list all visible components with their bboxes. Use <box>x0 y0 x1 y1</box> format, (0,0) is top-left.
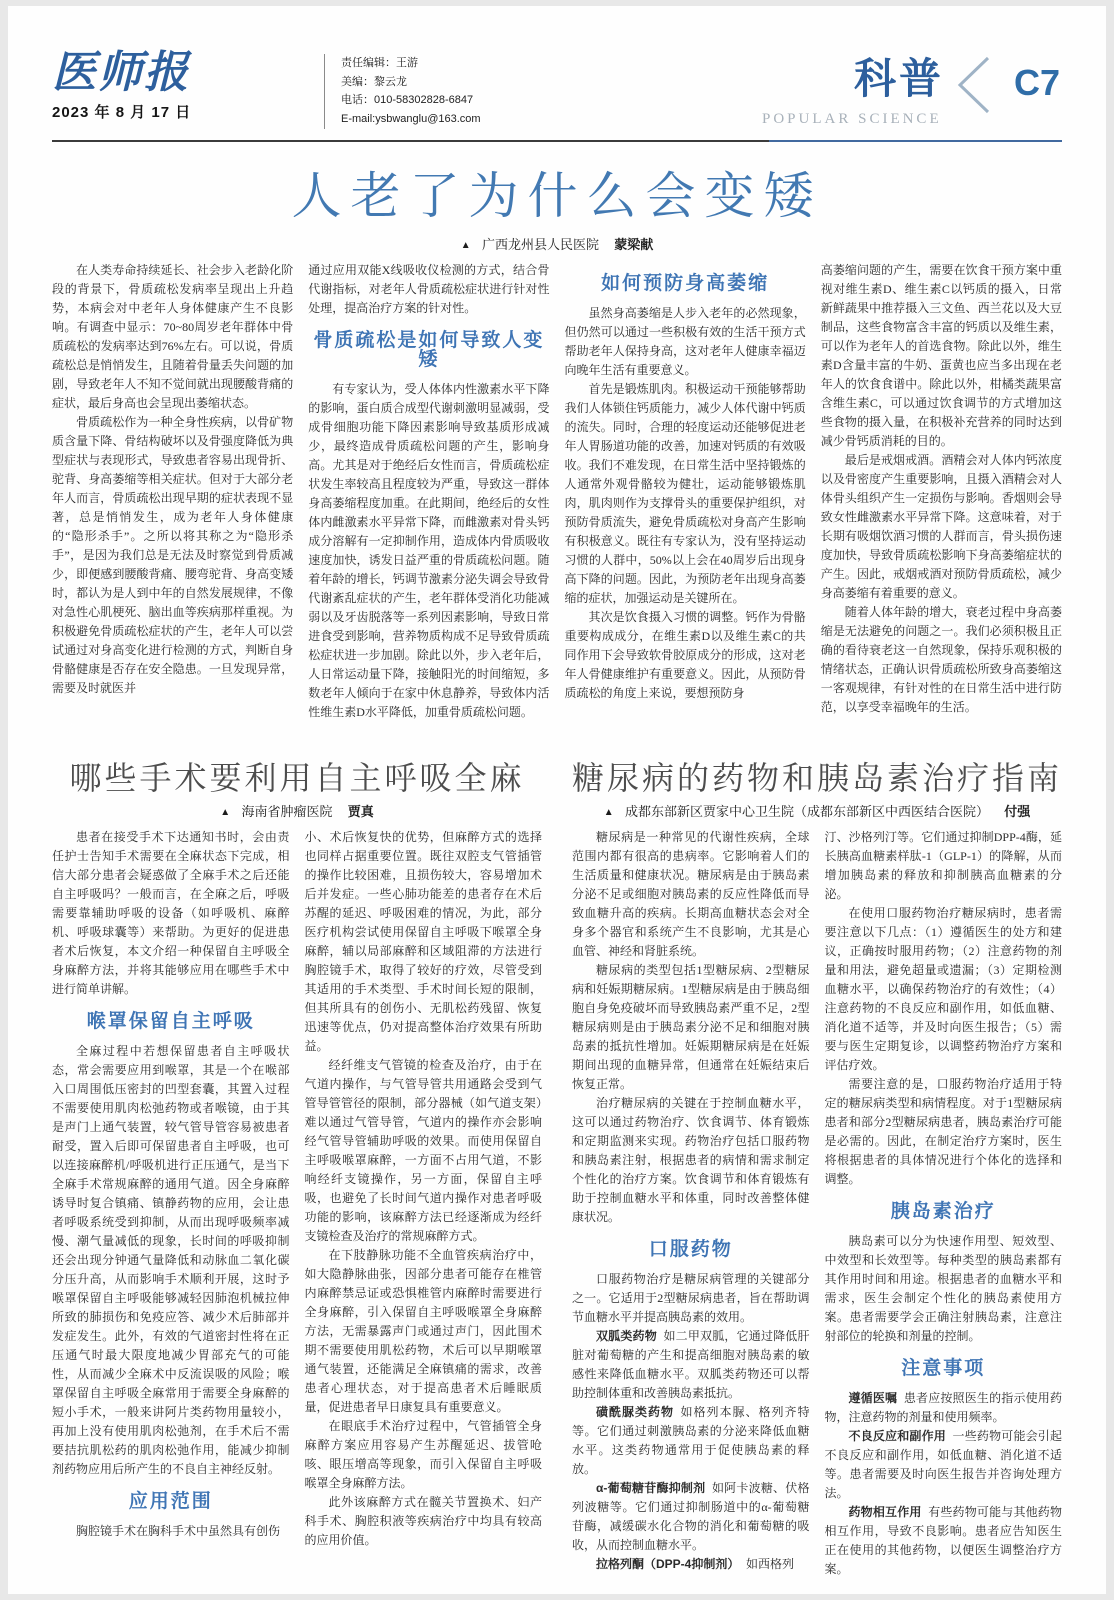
text-column <box>308 261 549 735</box>
paragraph: 此外该麻醉方式在髋关节置换术、妇产科手术、胸腔积液等疾病治疗中均具有较高的应用价值。 <box>304 1495 542 1547</box>
text-column <box>825 828 1063 1594</box>
paragraph: 治疗糖尿病的关键在于控制血糖水平，这可以通过药物治疗、饮食调节、体育锻炼和定期监测来实现。药物治疗包括口服药物和胰岛素注射，根据患者的病情和需求制定个性化的治疗方案。饮食调节和体育锻炼有助于控制血糖水平和体重，同时改善整体健康状况。 <box>572 1096 810 1224</box>
article-anesthesia <box>52 749 542 1594</box>
paragraph: 虽然身高萎缩是人步入老年的必然现象，但仍然可以通过一些积极有效的生活干预方式帮助老年人保持身高，这对老年人健康幸福迈向晚年生活有重要意义。 <box>564 306 806 377</box>
section-heading: 胰岛素治疗 <box>890 1201 996 1222</box>
paragraph: 经纤维支气管镜的检查及治疗，由于在气道内操作，与气管导管共用通路会受到气管导管管径的限制，部分器械（如气道支架）难以通过气管导管，气道内的操作亦会影响经气管导管辅助呼吸的效果。而使用保留自主呼吸喉罩麻醉，一方面不占用气道，不影响经纤支镜操作，另一方面，保留自主呼吸，也避免了长时间气道内操作对患者呼吸功能的影响，该麻醉方法已经逐渐成为经纤支镜检查及治疗的常规麻醉方式。 <box>304 1058 542 1243</box>
term-lead: 拉格列酮（DPP-4抑制剂） <box>596 1557 740 1571</box>
section-banner <box>762 50 1062 134</box>
article-title: 哪些手术要利用自主呼吸全麻 <box>69 760 525 796</box>
paragraph: 骨质疏松作为一种全身性疾病，以骨矿物质含量下降、骨结构破坏以及骨强度降低为典型症状与表现形式，导致患者容易出现骨折、驼背、身高萎缩等相关症状。但对于大部分老年人而言，骨质疏松出现早期的症状表现不显著，总是悄悄发生，成为老年人身体健康的“隐形杀手”。之所以将其称之为“隐形杀手”，是因为我们总是无法及时察觉到骨质减少，即便感到腰酸背痛、腰弯驼背、身高变矮时，都认为是人到中年的自然发展规律，不像对急性心肌梗死、脑出血等疾病那样重视。为积极避免骨质疏松症状的产生，老年人可以尝试通过对身高变化进行检测的方式，判断自身骨骼健康是否存在安全隐患。一旦发现异常，需要及时就医并 <box>52 415 294 695</box>
term-lead: 不良反应和副作用 <box>848 1429 946 1443</box>
section-name-cn: 科普 <box>853 55 944 102</box>
byline-triangle-icon: ▲ <box>603 807 614 818</box>
term-lead: 双胍类药物 <box>596 1329 657 1343</box>
byline <box>572 801 1062 820</box>
section-heading: 应用范围 <box>128 1491 213 1512</box>
masthead-logo-block <box>52 50 191 122</box>
byline-author: 蒙梁献 <box>614 237 654 252</box>
editor-line: 责任编辑：王游 <box>341 57 418 69</box>
paragraph: 最后是戒烟戒酒。酒精会对人体内钙浓度以及骨密度产生重要影响，且摄入酒精会对人体骨头组织产生一定损伤与影响。香烟则会导致女性雌激素水平异常下降。这意味着，对于长期有吸烟饮酒习惯的人群而言，骨头损伤速度加快，导致骨质疏松影响下身高萎缩症状的产生。因此，戒烟戒酒对预防骨质疏松，减少身高萎缩有着重要的意义。 <box>820 453 1062 600</box>
paragraph: 随着人体年龄的增大，衰老过程中身高萎缩是无法避免的问题之一。我们必须积极且正确的看待衰老这一自然现象，保持乐观积极的情绪状态，正确认识骨质疏松所致身高萎缩这一客观规律，有针对性的在日常生活中进行防范，以享受幸福晚年的生活。 <box>820 605 1062 714</box>
byline-org: 广西龙州县人民医院 <box>481 237 599 252</box>
paragraph: 通过应用双能X线吸收仪检测的方式，结合骨代谢指标，对老年人骨质疏松症状进行针对性处理，提高治疗方案的针对性。 <box>308 263 550 315</box>
term-lead: 遵循医嘱 <box>848 1391 898 1405</box>
paragraph: 有专家认为，受人体体内性激素水平下降的影响，蛋白质合成型代谢刺激明显减弱，受成骨细胞功能下降因素影响导致基质形成减少，最终造成骨质疏松问题的产生，影响身高。尤其是对于绝经后女性而言，骨质疏松症状发生率较高且程度较为严重，导致这一群体身高萎缩程度加重。在此期间，绝经后的女性体内雌激素水平异常下降，而雌激素对骨头钙成分溶解有一定抑制作用，造成体内骨质吸收速度加快，诱发日益严重的骨质疏松问题。随着年龄的增长，钙调节激素分泌失调会导致骨代谢紊乱症状的产生，老年群体受消化功能减弱以及牙齿脱落等一系列因素影响，导致日常进食受到影响，营养物质构成不足导致骨质疏松症状进一步加剧。除此以外，步入老年后，人日常运动量下降，接触阳光的时间缩短，多数老年人倾向于在家中休息静养，导致体内活性维生素D水平降低，加重骨质疏松问题。 <box>308 382 550 719</box>
chevron-icon <box>956 56 990 119</box>
paragraph: 胸腔镜手术在胸科手术中虽然具有创伤 <box>76 1524 281 1538</box>
masthead-rule <box>52 140 1062 142</box>
term-lead: 药物相互作用 <box>848 1505 922 1519</box>
paragraph: 不良反应和副作用 一些药物可能会引起不良反应和副作用，如低血糖、消化道不适等。患者需要及时向医生报告并咨询处理方法。 <box>824 1429 1062 1500</box>
paragraph: α-葡萄糖苷酶抑制剂 如阿卡波糖、伏格列波糖等。它们通过抑制肠道中的α-葡萄糖苷酶，减缓碳水化合物的消化和葡萄糖的吸收，从而控制血糖水平。 <box>572 1481 810 1552</box>
section-heading: 注意事项 <box>901 1358 986 1379</box>
byline-author: 付强 <box>1004 804 1031 819</box>
text-column <box>565 261 806 735</box>
paragraph: 在下肢静脉功能不全血管疾病治疗中，如大隐静脉曲张，因部分患者可能存在椎管内麻醉禁忌证或恐惧椎管内麻醉时需要进行全身麻醉，引入保留自主呼吸喉罩全身麻醉方法，无需暴露声门或通过声门，因此围术期不需要使用肌松药物，术后可以早期喉罩通气装置，还能满足全麻镇痛的需求，改善患者心理状态，对于提高患者术后睡眠质量，促进患者早日康复具有重要意义。 <box>304 1248 542 1414</box>
term-lead: 磺酰脲类药物 <box>596 1405 674 1419</box>
byline-org: 成都东部新区贾家中心卫生院（成都东部新区中西医结合医院） <box>624 804 989 819</box>
byline-triangle-icon: ▲ <box>460 240 471 251</box>
paragraph: 在眼底手术治疗过程中，气管插管全身麻醉方案应用容易产生苏醒延迟、拔管呛咳、眼压增高等现象，而引入保留自主呼吸喉罩全身麻醉方法。 <box>304 1419 542 1490</box>
paragraph: 在使用口服药物治疗糖尿病时，患者需要注意以下几点：（1）遵循医生的处方和建议，正确按时服用药物；（2）注意药物的剂量和用法，避免超量或遗漏；（3）定期检测血糖水平，以确保药物治疗的有效性；（4）注意药物的不良反应和副作用，如低血糖、消化道不适等，并及时向医生报告；（5）需要与医生定期复诊，以调整药物治疗方案和评估疗效。 <box>824 906 1062 1072</box>
section-heading: 如何预防身高萎缩 <box>601 273 770 294</box>
paragraph: 口服药物治疗是糖尿病管理的关键部分之一。它适用于2型糖尿病患者，旨在帮助调节血糖水平并提高胰岛素的效用。 <box>572 1272 810 1324</box>
paragraph: 磺酰脲类药物 如格列本脲、格列齐特等。它们通过刺激胰岛素的分泌来降低血糖水平。这类药物通常用于促使胰岛素的释放。 <box>572 1405 810 1476</box>
paragraph: 其次是饮食摄入习惯的调整。钙作为骨骼重要构成成分，在维生素D以及维生素C的共同作用下会导致软骨胶原成分的形成，这对老年人骨健康维护有重要意义。因此，从预防骨质疏松的角度上来说，要想预防身 <box>564 610 806 700</box>
text-column <box>52 828 290 1594</box>
text-column <box>572 828 810 1594</box>
paragraph: 需要注意的是，口服药物治疗适用于特定的糖尿病类型和病情程度。对于1型糖尿病患者和部分2型糖尿病患者，胰岛素治疗可能是必需的。因此，在制定治疗方案时，医生将根据患者的具体情况进行个体化的选择和调整。 <box>824 1077 1062 1186</box>
text-column <box>305 828 543 1594</box>
paragraph: 糖尿病的类型包括1型糖尿病、2型糖尿病和妊娠期糖尿病。1型糖尿病是由于胰岛细胞自身免疫破坏而导致胰岛素严重不足，2型糖尿病则是由于胰岛素分泌不足和细胞对胰岛素的抵抗性增加。妊娠期糖尿病是在妊娠期间出现的血糖异常，但通常在妊娠结束后恢复正常。 <box>572 963 810 1091</box>
section-heading: 口服药物 <box>648 1239 733 1260</box>
paragraph: 患者在接受手术下达通知书时，会由责任护士告知手术需要在全麻状态下完成，相信大部分患者会疑惑做了全麻手术之后还能自主呼吸吗？一般而言，在全麻之后，呼吸需要靠辅助呼吸的设备（如呼吸机、麻醉机、呼吸球囊等）来帮助。为更好的促进患者术后恢复，本文介绍一种保留自主呼吸全身麻醉方法，并将其能够应用在哪些手术中进行简单讲解。 <box>52 830 290 996</box>
paragraph: 小、术后恢复快的优势，但麻醉方式的选择也同样占据重要位置。既往双腔支气管插管的操作比较困难，且损伤较大，容易增加术后并发症。一些心肺功能差的患者存在术后苏醒的延迟、呼吸困难的情况，为此，部分医疗机构尝试使用保留自主呼吸下喉罩全身麻醉，辅以局部麻醉和区域阻滞的方法进行胸腔镜手术，取得了较好的疗效，尽管受到其适用的手术类型、手术时间长短的限制，但其所具有的创伤小、无肌松药残留、恢复迅速等优点，仍对提高整体治疗效果有所助益。 <box>304 830 542 1053</box>
bottom-section <box>52 749 1062 1594</box>
paragraph: 胰岛素可以分为快速作用型、短效型、中效型和长效型等。每种类型的胰岛素都有其作用时间和用途。根据患者的血糖水平和需求，医生会制定个性化的胰岛素使用方案。患者需要学会正确注射胰岛素，注意注射部位的轮换和剂量的控制。 <box>824 1234 1062 1343</box>
section-heading: 骨质疏松是如何导致人变矮 <box>313 330 545 370</box>
term-lead: α-葡萄糖苷酶抑制剂 <box>596 1481 706 1495</box>
article-columns <box>572 828 1062 1594</box>
article-title: 人老了为什么会变矮 <box>291 168 823 224</box>
paragraph: 双胍类药物 如二甲双胍，它通过降低肝脏对葡萄糖的产生和提高细胞对胰岛素的敏感性来降低血糖水平。双胍类药物还可以帮助控制体重和改善胰岛素抵抗。 <box>572 1329 810 1400</box>
article-columns <box>52 261 1062 735</box>
article-title: 糖尿病的药物和胰岛素治疗指南 <box>572 760 1063 796</box>
paragraph: 糖尿病是一种常见的代谢性疾病，全球范围内都有很高的患病率。它影响着人们的生活质量和健康状况。糖尿病是由于胰岛素分泌不足或细胞对胰岛素的反应性降低而导致血糖升高的疾病。长期高血糖状态会对全身多个器官和系统产生不良影响，尤其是心血管、神经和肾脏系统。 <box>572 830 810 958</box>
section-heading: 喉罩保留自主呼吸 <box>86 1011 255 1032</box>
editor-line: 电话：010-58302828-6847 <box>341 94 474 107</box>
paragraph: 在人类寿命持续延长、社会步入老龄化阶段的背景下，骨质疏松发病率呈现出上升趋势，本病会对中老年人身体健康产生不良影响。有调查中显示：70~80周岁老年群体中骨质疏松的发病率达到76%左右。可以说，骨质疏松总是悄悄发生，且随着骨量丢失问题的加剧，导致老年人不知不觉间就出现腰酸背痛的症状，最后身高也会呈现出萎缩状态。 <box>52 263 294 410</box>
paragraph: 高萎缩问题的产生，需要在饮食干预方案中重视对维生素D、维生素C以钙质的摄入，日常新鲜蔬果中推荐摄入三文鱼、西兰花以及大豆制品，这些食物富含丰富的钙质以及维生素，可以作为老年人的首选食物。除此以外，维生素D含量丰富的牛奶、蛋黄也应当多出现在老年人的饮食食谱中。除此以外，柑橘类蔬果富含维生素C，可以通过饮食调节的方式增加这些食物的摄入量，在积极补充营养的同时达到减少骨钙质消耗的目的。 <box>820 263 1062 448</box>
article-diabetes <box>572 749 1062 1594</box>
byline-org: 海南省肿瘤医院 <box>241 804 333 819</box>
article-columns <box>52 828 542 1594</box>
paragraph: 汀、沙格列汀等。它们通过抑制DPP-4酶，延长胰高血糖素样肽-1（GLP-1）的降解，从而增加胰岛素的释放和抑制胰高血糖素的分泌。 <box>824 830 1062 901</box>
paragraph: 药物相互作用 有些药物可能与其他药物相互作用，导致不良影响。患者应告知医生正在使用的其他药物，以便医生调整治疗方案。 <box>824 1505 1062 1576</box>
section-name-en: POPULAR SCIENCE <box>762 111 942 127</box>
paragraph: 遵循医嘱 患者应按照医生的指示使用药物，注意药物的剂量和使用频率。 <box>824 1391 1062 1424</box>
newspaper-page <box>8 6 1106 1594</box>
paragraph: 首先是锻炼肌肉。积极运动干预能够帮助我们人体锁住钙质能力，减少人体代谢中钙质的流失。同时，合理的轻度运动还能够促进老年人胃肠道功能的改善，加速对钙质的有效吸收。我们不难发现，在日常生活中坚持锻炼的人通常外观骨骼较为健壮，运动能够锻炼肌肉，肌肉则作为支撑骨头的重要保护组织，对预防骨质流失，避免骨质疏松对身高产生影响有积极意义。既往有专家认为，没有坚持运动习惯的人群中，50%以上会在40周岁后出现身高下降的问题。因此，为预防老年出现身高萎缩的症状，加强运动是关键所在。 <box>564 382 806 605</box>
text-column <box>52 261 293 735</box>
newspaper-logo: 医师报 <box>52 48 190 97</box>
byline-triangle-icon: ▲ <box>220 807 231 818</box>
byline <box>52 234 1062 253</box>
editor-info <box>324 54 481 129</box>
page-number: C7 <box>1013 62 1060 103</box>
issue-date: 2023 年 8 月 17 日 <box>52 104 192 122</box>
article-height-loss <box>52 156 1062 735</box>
text-column <box>821 261 1062 735</box>
masthead <box>52 50 1062 138</box>
paragraph: 拉格列酮（DPP-4抑制剂） 如西格列 <box>596 1557 794 1571</box>
editor-line: E-mail:ysbwanglu@163.com <box>341 113 481 126</box>
byline <box>52 801 542 820</box>
paragraph: 全麻过程中若想保留患者自主呼吸状态，常会需要应用到喉罩，其是一个在喉部入口周围低压密封的凹型套囊，其置入过程不需要使用肌肉松弛药物或者喉镜，由于其是声门上通气装置，较气管导管容易被患者耐受，置入后即可保留患者自主呼吸，也可以连接麻醉机/呼吸机进行正压通气，是当下全麻手术常规麻醉的通用气道。因全身麻醉诱导时复合镇痛、镇静药物的应用，会让患者呼吸系统受到抑制，从而出现呼吸频率减慢、潮气量减低的现象，长时间的呼吸抑制还会出现分钟通气量降低和动脉血二氧化碳分压升高，从而影响手术顺利开展，这时予喉罩保留自主呼吸能够减轻因肺泡机械拉伸所致的肺损伤和免疫应答、减少术后肺部并发症发生。此外，有效的气道密封性将在正压通气时最大限度地减少胃部充气的可能性，从而减少全麻术中反流误吸的风险；喉罩保留自主呼吸全麻常用于需要全身麻醉的短小手术，一般来讲阿片类药物用量较小，再加上没有使用肌肉松弛剂，在手术后不需要拮抗肌松药的肌肉松弛作用，能减少抑制剂药物应用后所产生的不良自主神经反射。 <box>52 1044 290 1476</box>
byline-author: 贾真 <box>347 804 374 819</box>
editor-line: 美编：黎云龙 <box>341 75 407 88</box>
